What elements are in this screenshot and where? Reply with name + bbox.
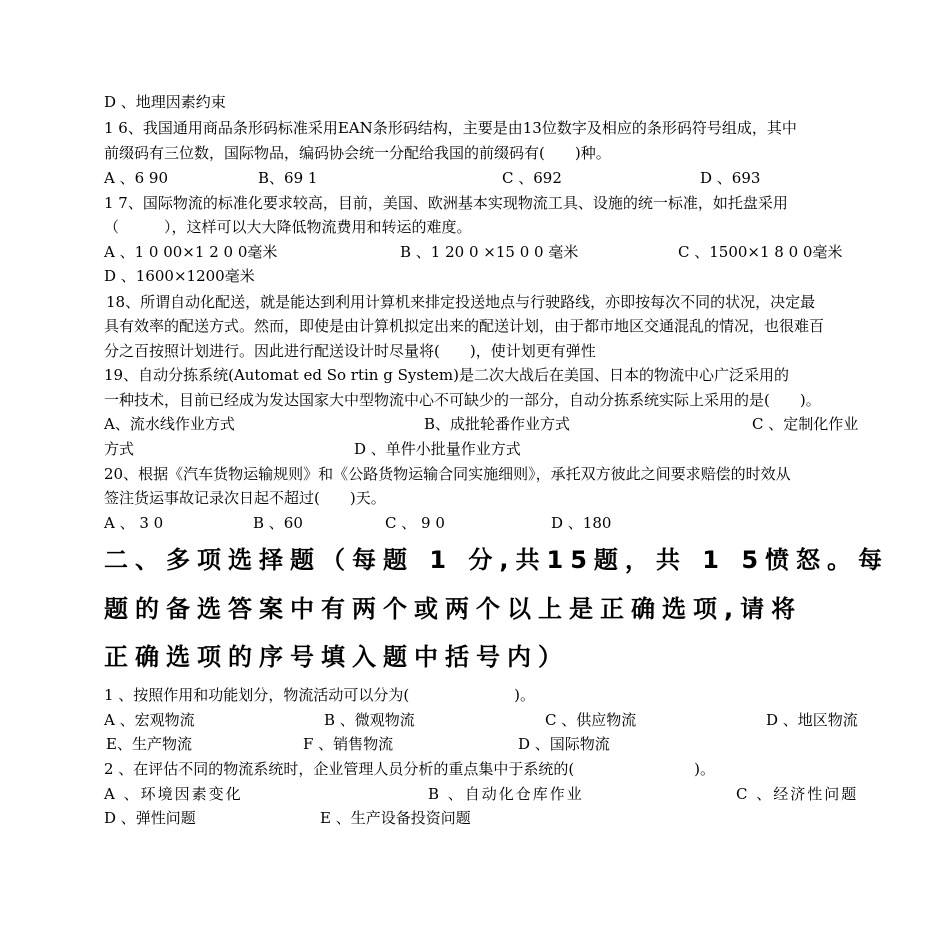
m2-option-e: E 、生产设备投资问题 [320,809,471,827]
question-18-text: 18、所谓自动化配送，就是能达到利用计算机来排定投送地点与行驶路线，亦即按每次不同的状况，决定最 [106,293,816,311]
m1-option-b: B 、微观物流 [324,711,415,729]
m2-option-d: D 、弹性问题 [104,809,196,827]
question-18-text-cont: 具有效率的配送方式。然而，即使是由计算机拟定出来的配送计划，由于都市地区交通混乱的情况，也很难百 [104,317,825,335]
m2-option-b: B 、自动化仓库作业 [428,785,584,803]
q16-option-d: D 、693 [700,169,761,187]
question-19-text-cont: 一种技术，目前已经成为发达国家大中型物流中心不可缺少的一部分，自动分拣系统实际上采用的是( )。 [104,391,821,409]
q20-option-a: A 、 3 0 [104,514,164,532]
q17-option-a: A 、1 0 00×1 2 0 0毫米 [104,243,278,261]
q20-option-c: C 、 9 0 [385,514,445,532]
m1-option-a: A 、宏观物流 [104,711,195,729]
q16-option-c: C 、692 [502,169,562,187]
m1-option-f: F 、销售物流 [303,735,394,753]
question-16-text-cont: 前缀码有三位数，国际物品，编码协会统一分配给我国的前缀码有( )种。 [104,144,611,162]
m1-option-g: D 、国际物流 [518,735,610,753]
q16-option-a: A 、6 90 [104,169,168,187]
multi-question-1-text: 1 、按照作用和功能划分，物流活动可以分为( )。 [104,686,536,704]
q17-option-c: C 、1500×1 8 0 0毫米 [678,243,843,261]
question-17-text: 1 7、国际物流的标准化要求较高，目前，美国、欧洲基本实现物流工具、设施的统一标准，如托盘采用 [104,194,788,212]
q19-option-d: D 、单件小批量作业方式 [354,440,521,458]
section-heading-cont: 正确选项的序号填入题中括号内） [104,643,569,671]
q19-option-c-cont: 方式 [104,440,135,458]
m2-option-a: A 、环境因素变化 [104,785,243,803]
option-line: D 、地理因素约束 [104,93,226,111]
question-20-text: 20、根据《汽车货物运输规则》和《公路货物运输合同实施细则》，承托双方彼此之间要求赔偿的时效从 [104,465,791,483]
q19-option-c: C 、定制化作业 [752,415,859,433]
question-18-text-cont: 分之百按照计划进行。因此进行配送设计时尽量将( )，使计划更有弹性 [104,342,596,360]
m1-option-d: D 、地区物流 [766,711,858,729]
m1-option-c: C 、供应物流 [545,711,637,729]
question-17-text-cont: （ ），这样可以大大降低物流费用和转运的难度。 [104,218,472,236]
question-16-text: 1 6、我国通用商品条形码标准采用EAN条形码结构，主要是由13位数字及相应的条形码符号组成，其中 [104,119,797,137]
q20-option-b: B 、60 [253,514,303,532]
question-20-text-cont: 签注货运事故记录次日起不超过( )天。 [104,489,386,507]
q16-option-b: B、69 1 [258,169,318,187]
question-19-text: 19、自动分拣系统(Automat ed So rtin g System)是二次大战后在美国、日本的物流中心广泛采用的 [104,366,790,384]
q17-option-d: D 、1600×1200毫米 [104,267,255,285]
q17-option-b: B 、1 20 0 ×15 0 0 毫米 [400,243,579,261]
m1-option-e: E、生产物流 [106,735,192,753]
multi-question-2-text: 2 、在评估不同的物流系统时，企业管理人员分析的重点集中于系统的( )。 [104,760,716,778]
section-heading-cont: 题的备选答案中有两个或两个以上是正确选项,请将 [104,595,803,623]
m2-option-c: C 、经济性问题 [736,785,859,803]
q19-option-a: A、流水线作业方式 [104,415,235,433]
section-heading: 二、多项选择题（每题 1 分,共15题，共 1 5愤怒。每 [104,546,890,574]
q19-option-b: B、成批轮番作业方式 [424,415,571,433]
q20-option-d: D 、180 [551,514,612,532]
